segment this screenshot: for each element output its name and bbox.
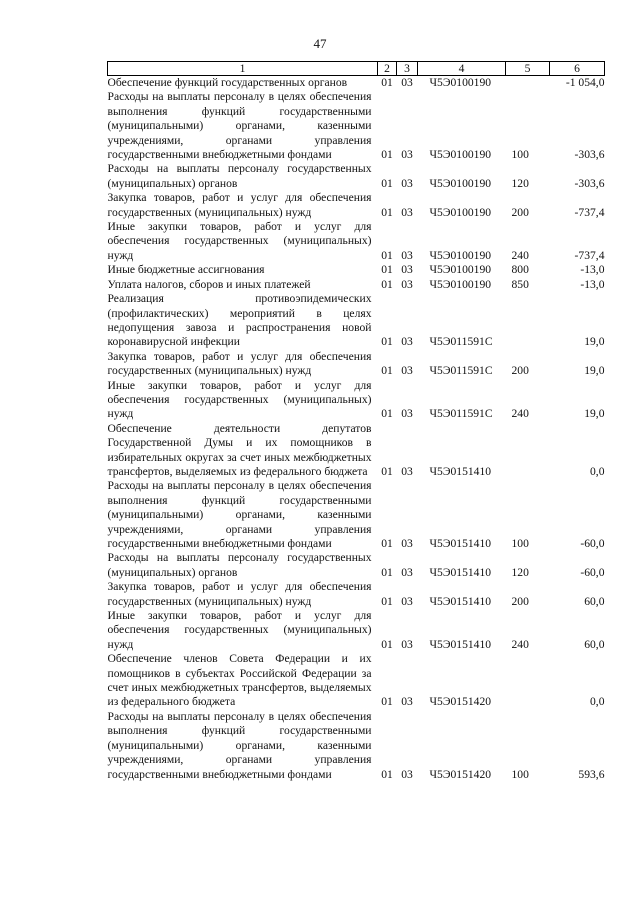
row-amount: 60,0 [584,594,605,608]
row-name: Расходы на выплаты персоналу государственных (муниципальных) органов [107,551,372,579]
table-header [108,62,605,76]
row-section: 01 [381,248,393,262]
row-target-article: Ч5Э0151420 [429,695,492,709]
row-subsection: 03 [401,364,413,378]
row-target-article: Ч5Э0100190 [429,263,492,277]
row-expense-type: 200 [511,205,529,219]
table-row [108,292,605,350]
row-subsection: 03 [401,407,413,421]
table-row [108,162,605,191]
header-col-3: 3 [397,62,418,76]
row-name: Иные закупки товаров, работ и услуг для обеспечения государственных (муниципальных) нужд [107,220,372,262]
row-target-article: Ч5Э0151410 [429,464,492,478]
table-row [108,479,605,551]
row-expense-type: 850 [511,277,529,291]
row-name: Иные закупки товаров, работ и услуг для обеспечения государственных (муниципальных) нужд [107,609,372,651]
row-name: Иные закупки товаров, работ и услуг для обеспечения государственных (муниципальных) нужд [107,378,372,421]
row-target-article: Ч5Э0100190 [429,148,492,162]
row-subsection: 03 [401,335,413,349]
row-target-article: Ч5Э0100190 [429,76,492,89]
row-subsection: 03 [401,148,413,162]
row-name: Расходы на выплаты персоналу государственных (муниципальных) органов [107,162,372,190]
row-amount: -303,6 [574,148,605,162]
row-section: 01 [381,695,393,709]
row-section: 01 [381,205,393,219]
row-section: 01 [381,176,393,190]
row-section: 01 [381,594,393,608]
row-expense-type: 100 [511,537,529,550]
row-section: 01 [381,767,393,781]
row-expense-type: 200 [511,594,529,608]
budget-table [107,61,605,782]
row-subsection: 03 [401,277,413,291]
row-target-article: Ч5Э0151420 [429,767,492,781]
row-amount: 593,6 [578,767,605,781]
row-section: 01 [381,464,393,478]
row-subsection: 03 [401,594,413,608]
row-amount: -13,0 [580,263,605,277]
row-name: Обеспечение деятельности депутатов Государственной Думы и их помощников в избирательных округах за счет иных межбюджетных трансфертов, выделяемых из федерального бюджета [107,421,372,478]
header-col-4: 4 [418,62,506,76]
row-name: Обеспечение членов Совета Федерации и их помощников в субъектах Российской Федерации за счет иных межбюджетных трансфертов, выделяемых из федерального бюджета [107,652,372,709]
table-row [108,652,605,710]
table-row [108,609,605,652]
row-name: Закупка товаров, работ и услуг для обеспечения государственных (муниципальных) нужд [107,580,372,608]
row-amount: -1 054,0 [565,76,605,89]
row-section: 01 [381,76,393,89]
row-name: Расходы на выплаты персоналу в целях обеспечения выполнения функций государственными (муниципальными) органами, казенными учреждениями, органами управления государственными внебюджетными фондами [107,90,372,162]
row-amount: -737,4 [574,248,605,262]
row-expense-type: 100 [511,148,529,162]
row-amount: 0,0 [590,464,605,478]
row-subsection: 03 [401,767,413,781]
row-section: 01 [381,565,393,579]
row-section: 01 [381,277,393,291]
row-expense-type [506,292,550,350]
row-target-article: Ч5Э011591С [429,407,493,421]
row-amount: 19,0 [584,407,605,421]
row-section: 01 [381,407,393,421]
header-col-6: 6 [550,62,605,76]
row-name: Расходы на выплаты персоналу в целях обеспечения выполнения функций государственными (муниципальными) органами, казенными учреждениями, органами управления государственными внебюджетными фондами [107,479,372,550]
row-amount: -60,0 [580,537,605,550]
row-section: 01 [381,537,393,550]
table-row [108,379,605,422]
row-subsection: 03 [401,176,413,190]
page-number: 47 [313,36,327,51]
row-name: Уплата налогов, сборов и иных платежей [107,277,311,291]
row-amount: 19,0 [584,364,605,378]
row-expense-type: 800 [511,263,529,277]
row-target-article: Ч5Э0100190 [429,248,492,262]
row-expense-type: 100 [511,767,529,781]
row-target-article: Ч5Э0151410 [429,537,492,550]
table-row [108,263,605,277]
row-expense-type: 240 [511,407,529,421]
table-body [108,76,605,782]
row-section: 01 [381,364,393,378]
row-name: Реализация противоэпидемических (профилактических) мероприятий в целях недопущения завоза и распространения новой коронавирусной инфекции [107,292,372,349]
table-row [108,422,605,480]
row-name: Обеспечение функций государственных органов [107,76,348,89]
row-target-article: Ч5Э0151410 [429,637,492,651]
row-target-article: Ч5Э011591С [429,364,493,378]
row-name: Закупка товаров, работ и услуг для обеспечения государственных (муниципальных) нужд [107,191,372,219]
row-amount: -13,0 [580,277,605,291]
table-row [108,278,605,292]
row-name: Закупка товаров, работ и услуг для обеспечения государственных (муниципальных) нужд [107,349,372,378]
row-section: 01 [381,637,393,651]
row-target-article: Ч5Э011591С [429,335,493,349]
row-subsection: 03 [401,205,413,219]
row-amount: 19,0 [584,335,605,349]
row-expense-type [506,652,550,710]
row-expense-type: 200 [511,364,529,378]
row-target-article: Ч5Э0100190 [429,205,492,219]
row-target-article: Ч5Э0100190 [429,176,492,190]
table-row [108,191,605,220]
row-subsection: 03 [401,565,413,579]
row-target-article: Ч5Э0151410 [429,594,492,608]
row-subsection: 03 [401,695,413,709]
row-name: Расходы на выплаты персоналу в целях обеспечения выполнения функций государственными (муниципальными) органами, казенными учреждениями, органами управления государственными внебюджетными фондами [107,709,372,781]
row-expense-type: 120 [511,565,529,579]
table-row [108,76,605,91]
table-row [108,580,605,609]
row-subsection: 03 [401,537,413,550]
table-row [108,220,605,263]
row-amount: -60,0 [580,565,605,579]
row-subsection: 03 [401,464,413,478]
row-section: 01 [381,335,393,349]
row-name: Иные бюджетные ассигнования [107,263,265,277]
row-subsection: 03 [401,637,413,651]
header-col-1: 1 [108,62,378,76]
row-section: 01 [381,263,393,277]
row-amount: -737,4 [574,205,605,219]
row-expense-type: 240 [511,637,529,651]
table-row [108,350,605,379]
row-expense-type: 120 [511,176,529,190]
row-expense-type [506,76,550,91]
table-row [108,710,605,782]
row-amount: 60,0 [584,637,605,651]
header-col-5: 5 [506,62,550,76]
row-expense-type [506,422,550,480]
row-amount: -303,6 [574,176,605,190]
row-amount: 0,0 [590,695,605,709]
row-target-article: Ч5Э0100190 [429,277,492,291]
row-subsection: 03 [401,248,413,262]
table-row [108,90,605,162]
row-target-article: Ч5Э0151410 [429,565,492,579]
row-subsection: 03 [401,76,413,89]
row-expense-type: 240 [511,248,529,262]
row-subsection: 03 [401,263,413,277]
header-col-2: 2 [378,62,397,76]
row-section: 01 [381,148,393,162]
table-row [108,551,605,580]
